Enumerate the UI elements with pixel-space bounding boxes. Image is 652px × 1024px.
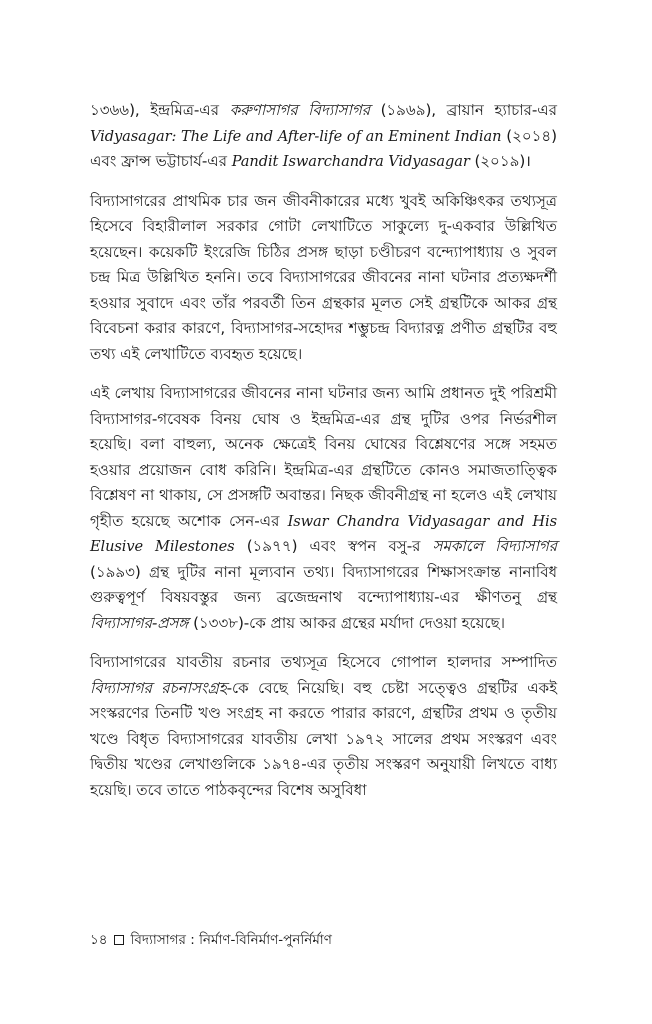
- book-title-bhattacharya: Pandit Iswarchandra Vidyasagar: [231, 153, 470, 170]
- text-run: (১৯৬৯), ব্রায়ান হ্যাচার-এর: [370, 101, 557, 119]
- text-run: (১৯৭৭) এবং স্বপন বসু-র: [234, 537, 433, 555]
- book-title-hatcher: Vidyasagar: The Life and After-life of an Eminent Indian: [90, 127, 502, 145]
- text-run: এই লেখায় বিদ্যাসাগরের জীবনের নানা ঘটনার জন্য আমি প্রধানত দুই পরিশ্রমী বিদ্যাসাগর-গবেষক বিনয় ঘোষ ও ইন্দ্রমিত্র-এর গ্রন্থ দুটির ওপর নির্ভরশীল হয়েছি। বলা বাহুল্য, অনেক ক্ষেত্রেই বিনয় ঘোষের বিশ্লেষণের সঙ্গে সহমত হওয়ার প্রয়োজন বোধ করিনি। ইন্দ্রমিত্র-এর গ্রন্থটিতে কোনও সমাজতাত্ত্বিক বিশ্লেষণ না থাকায়, সে প্রসঙ্গটি অবান্তর। নিছক জীবনীগ্রন্থ না হলেও এই লেখায় গৃহীত হয়েছে অশোক সেন-এর: [90, 384, 557, 530]
- book-title-rachanasangraha: বিদ্যাসাগর রচনাসংগ্রহ: [90, 678, 227, 697]
- paragraph-3: [90, 381, 557, 636]
- book-title-asok-sen: Iswar Chandra Vidyasagar and His Elusive Milestones: [90, 512, 558, 555]
- square-outline-icon: [114, 935, 124, 945]
- page-number: ১৪: [90, 932, 108, 948]
- text-run: বিদ্যাসাগরের প্রাথমিক চার জন জীবনীকারের মধ্যে খুবই অকিঞ্চিৎকর তথ্যসূত্র হিসেবে বিহারীলাল সরকার গোটা লেখাটিতে সাকুল্যে দু-একবার উল্লিখিত হয়েছেন। কয়েকটি ইংরেজি চিঠির প্রসঙ্গ ছাড়া চণ্ডীচরণ বন্দ্যোপাধ্যায় ও সুবল চন্দ্র মিত্র উল্লিখিত হননি। তবে বিদ্যাসাগরের জীবনের নানা ঘটনার প্রত্যক্ষদর্শী হওয়ার সুবাদে এবং তাঁর পরবর্তী তিন গ্রন্থকার মূলত সেই গ্রন্থটিকে আকর গ্রন্থ বিবেচনা করার কারণে, বিদ্যাসাগর-সহোদর শম্ভুচন্দ্র বিদ্যারত্ন প্রণীত গ্রন্থটির বহু তথ্য এই লেখাটিতে ব্যবহৃত হয়েছে।: [90, 191, 557, 363]
- body-text: [90, 98, 557, 803]
- text-run: -কে বেছে নিয়েছি। বহু চেষ্টা সত্ত্বেও গ্রন্থটির একই সংস্করণের তিনটি খণ্ড সংগ্রহ না করতে পারার কারণে, গ্রন্থটির প্রথম ও তৃতীয় খণ্ডে বিধৃত বিদ্যাসাগরের যাবতীয় লেখা ১৯৭২ সালের প্রথম সংস্করণ এবং দ্বিতীয় খণ্ডের লেখাগুলিকে ১৯৭৪-এর তৃতীয় সংস্করণ অনুযায়ী লিখতে বাধ্য হয়েছি। তবে তাতে পাঠকবৃন্দের বিশেষ অসুবিধা: [90, 678, 557, 799]
- book-title-karunasagar: করুণাসাগর বিদ্যাসাগর: [229, 101, 371, 119]
- page-footer: [90, 930, 557, 950]
- text-run: ১৩৬৬), ইন্দ্রমিত্র-এর: [90, 101, 230, 119]
- text-run: বিদ্যাসাগরের যাবতীয় রচনার তথ্যসূত্র হিসেবে গোপাল হালদার সম্পাদিত: [90, 653, 557, 671]
- paragraph-2: [90, 189, 557, 368]
- running-title: বিদ্যাসাগর : নির্মাণ-বিনির্মাণ-পুনর্নির্মাণ: [130, 932, 332, 948]
- paragraph-4: [90, 650, 557, 803]
- paragraph-1: [90, 98, 557, 175]
- text-run: (২০১৯)।: [469, 152, 531, 170]
- text-run: (১৯৯৩) গ্রন্থ দুটির নানা মূল্যবান তথ্য। বিদ্যাসাগরের শিক্ষাসংক্রান্ত নানাবিধ গুরুত্বপূর্ণ বিষয়বস্তুর জন্য ব্রজেন্দ্রনাথ বন্দ্যোপাধ্যায়-এর ক্ষীণতনু গ্রন্থ: [90, 562, 557, 606]
- book-title-prasanga: বিদ্যাসাগর-প্রসঙ্গ: [90, 613, 189, 632]
- text-run: (১৩৩৮)-কে প্রায় আকর গ্রন্থের মর্যাদা দেওয়া হয়েছে।: [188, 613, 506, 632]
- text-run: (২০১৪) এবং ফ্রান্স ভট্টাচার্য-এর: [90, 126, 557, 170]
- book-title-samakale: সমকালে বিদ্যাসাগর: [432, 537, 557, 555]
